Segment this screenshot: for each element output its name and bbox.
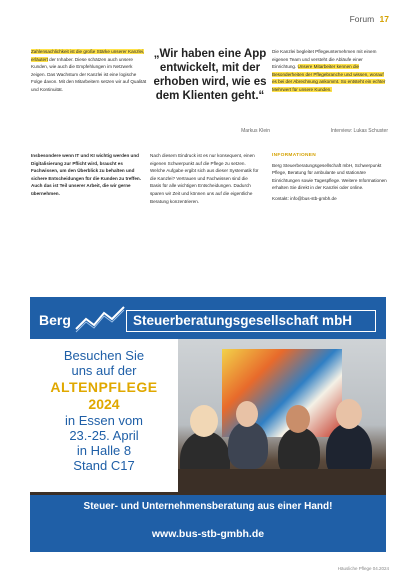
- paragraph: [272, 48, 388, 94]
- chart-zigzag-icon: [74, 305, 126, 333]
- advertisement[interactable]: [30, 297, 386, 552]
- highlighted-text: Unsere Mitarbeiter kennen die Besonderheiten der Pflegebranche und wissen, worauf es bei der Abrechnung ankommt. So entsteht ein echter Mehrwert für unsere Kunden.: [272, 64, 386, 92]
- promo-title: ALTENPFLEGE: [50, 379, 158, 395]
- paragraph-text: Insbesondere wenn IT und KI wichtig werden und Digitalisierung zur Pflicht wird, braucht es Fachwissen, um den Überblick zu behalten und sichere Entscheidungen für die Kunden zu treffen. Auch das ist Teil unserer Arbeit, die wir gerne übernehmen.: [31, 153, 142, 196]
- promo-line: uns auf der: [71, 363, 137, 378]
- article-column-1: [31, 48, 147, 97]
- paragraph-text: Nach diesem Eindruck ist es nur konsequent, einen eigenen Schwerpunkt auf die Pflege zu setzen. Welche Aufgabe ergibt sich aus dieser Systematik für die Kanzlei? Vertrauen und Fachwissen sind die Basis für alle wichtigen Entscheidungen. Dadurch sparen wir Zeit und können uns auf die eigentliche Beratung konzentrieren.: [150, 153, 259, 204]
- person-4-head: [336, 399, 362, 429]
- paragraph-text: der Inhaber. Diese schätzen auch unsere Kunden, wie auch die Empfehlungen im Netzwerk zeigen. Das Wachstum der Kanzlei ist eine logische Folge davon. Mit den Mitarbeitern setzen wir auf Qualität und Kontinuität.: [31, 56, 147, 92]
- article-column-2-lower: [150, 152, 260, 208]
- person-1-head: [190, 405, 218, 437]
- info-box-text: Berg Steuerberatungsgesellschaft mbH, Schwerpunkt Pflege, Beratung für ambulante und stationäre Einrichtungen sowie Tagespflege. Weitere Informationen erhalten Sie direkt in der Kanzlei oder online.: [272, 162, 387, 191]
- company-name: Steuerberatungsgesellschaft mbH: [126, 310, 376, 332]
- page-footer: Häusliche Pflege 04.2024: [337, 566, 389, 571]
- info-box-contact: Kontakt: info@bus-stb-gmbh.de: [272, 195, 337, 201]
- promo-line: in Halle 8: [76, 443, 132, 458]
- page-number: 17: [379, 14, 389, 24]
- info-box: [272, 152, 388, 206]
- quote-attribution: Markus Klein: [241, 128, 270, 134]
- promo-line: in Essen vom: [64, 413, 144, 428]
- interview-author: Interview: Lukas Schuster: [330, 128, 388, 134]
- promo-line: Stand C17: [73, 458, 135, 473]
- person-2-head: [236, 401, 258, 427]
- fair-promo-box: [30, 339, 178, 492]
- section-label: Forum: [349, 14, 375, 24]
- ad-slogan: Steuer- und Unternehmensberatung aus einer Hand!: [83, 501, 333, 512]
- article-column-3: [272, 48, 388, 97]
- paragraph: [31, 48, 147, 94]
- promo-year: 2024: [88, 396, 120, 412]
- pull-quote: „Wir haben eine App entwickelt, mit der erhoben wird, wie es dem Klienten geht.“: [153, 48, 267, 102]
- article-column-1-lower: [31, 152, 147, 201]
- ad-website-link[interactable]: www.bus-stb-gmbh.de: [151, 528, 265, 540]
- person-2: [228, 421, 268, 469]
- ad-logo-bar: [30, 297, 386, 339]
- page-header: [350, 14, 389, 24]
- logo-wordmark: Berg: [39, 312, 71, 328]
- highlighted-text: Zahlensachlichkeit ist die große Stärke unserer Kanzlei, erläutert: [31, 49, 145, 62]
- info-box-title: INFORMATIONEN: [272, 153, 317, 158]
- person-3-head: [286, 405, 310, 433]
- paragraph-text: Die Kanzlei begleitet Pflegeunternehmen mit einem eigenen Team und versteht die Abläufe einer Einrichtung.: [272, 49, 377, 70]
- promo-line: 23.-25. April: [69, 428, 139, 443]
- promo-line: Besuchen Sie: [63, 348, 145, 363]
